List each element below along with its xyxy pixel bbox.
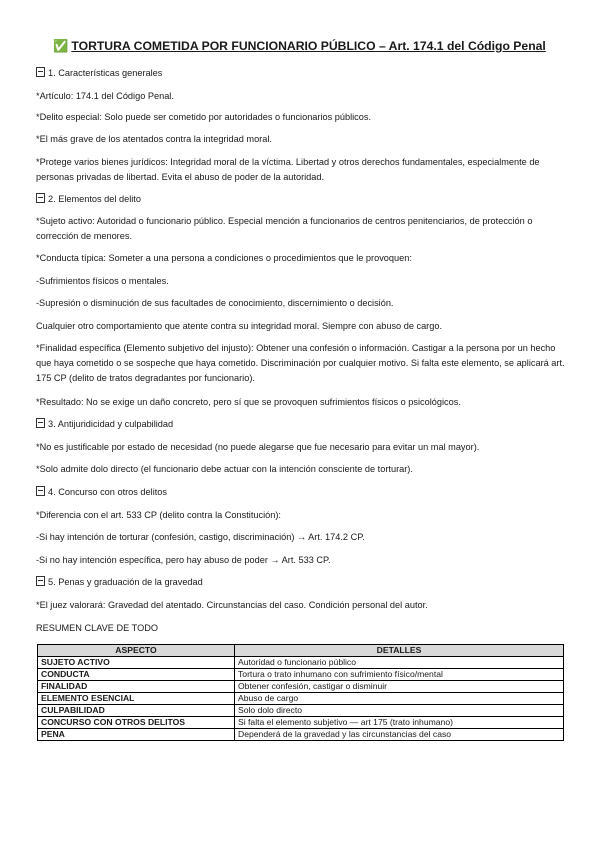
table-cell-detail: Solo dolo directo bbox=[235, 705, 564, 717]
paragraph: *Diferencia con el art. 533 CP (delito contra la Constitución): bbox=[36, 510, 281, 520]
table-cell-detail: Autoridad o funcionario público bbox=[235, 657, 564, 669]
checkbox-icon bbox=[36, 67, 45, 77]
table-cell-aspect: CONDUCTA bbox=[38, 669, 235, 681]
table-row bbox=[38, 657, 564, 669]
table-row bbox=[38, 705, 564, 717]
table-cell-aspect: FINALIDAD bbox=[38, 681, 235, 693]
paragraph: *Finalidad específica (Elemento subjetivo del injusto): Obtener una confesión o información. Castigar a la persona por un hecho que haya cometido o se sospeche que haya cometido. Discriminación por cualquier motivo. Si falta este elemento, se aplicará art. 175 CP (delito de tratos degradantes por funcionario). bbox=[36, 343, 565, 383]
table-cell-detail: Obtener confesión, castigar o disminuir bbox=[235, 681, 564, 693]
paragraph: *Sujeto activo: Autoridad o funcionario público. Especial mención a funcionarios de centros penitenciarios, de protección o corrección de menores. bbox=[36, 216, 533, 241]
table-header-row bbox=[38, 645, 564, 657]
document-title-text: TORTURA COMETIDA POR FUNCIONARIO PÚBLICO – Art. 174.1 del Código Penal bbox=[71, 39, 546, 53]
table-row bbox=[38, 729, 564, 741]
section-heading: 3. Antijuridicidad y culpabilidad bbox=[36, 417, 568, 432]
table-row bbox=[38, 693, 564, 705]
checkbox-icon bbox=[36, 486, 45, 496]
table-header-cell: ASPECTO bbox=[38, 645, 235, 657]
table-cell-detail: Tortura o trato inhumano con sufrimiento físico/mental bbox=[235, 669, 564, 681]
table-header-cell: DETALLES bbox=[235, 645, 564, 657]
paragraph: -Sufrimientos físicos o mentales. bbox=[36, 276, 169, 286]
checkbox-icon bbox=[36, 193, 45, 203]
paragraph: *El juez valorará: Gravedad del atentado. Circunstancias del caso. Condición personal del autor. bbox=[36, 600, 428, 610]
section-heading: 5. Penas y graduación de la gravedad bbox=[36, 575, 568, 590]
paragraph: *Delito especial: Solo puede ser cometido por autoridades o funcionarios públicos. bbox=[36, 112, 372, 122]
table-row bbox=[38, 669, 564, 681]
checkbox-icon bbox=[36, 418, 45, 428]
section-heading: 4. Concurso con otros delitos bbox=[36, 485, 568, 500]
paragraph: -Supresión o disminución de sus facultades de conocimiento, discernimiento o decisión. bbox=[36, 298, 394, 308]
paragraph: *Resultado: No se exige un daño concreto, pero sí que se provoquen sufrimientos físicos o psicológicos. bbox=[36, 397, 461, 407]
paragraph: *Protege varios bienes jurídicos: Integridad moral de la víctima. Libertad y otros derechos fundamentales, especialmente de personas privadas de libertad. Evita el abuso de poder de la autoridad. bbox=[36, 157, 540, 182]
table-row bbox=[38, 717, 564, 729]
table-cell-aspect: ELEMENTO ESENCIAL bbox=[38, 693, 235, 705]
paragraph: -Si hay intención de torturar (confesión, castigo, discriminación) → Art. 174.2 CP. bbox=[36, 532, 365, 542]
summary-heading: RESUMEN CLAVE DE TODO bbox=[36, 623, 159, 633]
table-cell-aspect: PENA bbox=[38, 729, 235, 741]
table-cell-aspect: CULPABILIDAD bbox=[38, 705, 235, 717]
document-title bbox=[0, 39, 599, 53]
paragraph: *Conducta típica: Someter a una persona a condiciones o procedimientos que le provoquen: bbox=[36, 253, 412, 263]
paragraph: *El más grave de los atentados contra la integridad moral. bbox=[36, 134, 272, 144]
section-heading: 2. Elementos del delito bbox=[36, 192, 568, 207]
table-cell-detail: Dependerá de la gravedad y las circunstancias del caso bbox=[235, 729, 564, 741]
summary-table bbox=[37, 644, 564, 741]
paragraph: *Artículo: 174.1 del Código Penal. bbox=[36, 91, 174, 101]
paragraph: *Solo admite dolo directo (el funcionario debe actuar con la intención consciente de torturar). bbox=[36, 464, 413, 474]
table-cell-aspect: SUJETO ACTIVO bbox=[38, 657, 235, 669]
table-cell-detail: Abuso de cargo bbox=[235, 693, 564, 705]
table-cell-detail: Si falta el elemento subjetivo — art 175 (trato inhumano) bbox=[235, 717, 564, 729]
check-mark-icon: ✅ bbox=[53, 39, 69, 53]
paragraph: Cualquier otro comportamiento que atente contra su integridad moral. Siempre con abuso de cargo. bbox=[36, 321, 443, 331]
table-row bbox=[38, 681, 564, 693]
paragraph: -Si no hay intención específica, pero hay abuso de poder → Art. 533 CP. bbox=[36, 555, 331, 565]
section-heading: 1. Características generales bbox=[36, 66, 568, 81]
table-cell-aspect: CONCURSO CON OTROS DELITOS bbox=[38, 717, 235, 729]
paragraph: *No es justificable por estado de necesidad (no puede alegarse que fue necesario para evitar un mal mayor). bbox=[36, 442, 480, 452]
checkbox-icon bbox=[36, 576, 45, 586]
